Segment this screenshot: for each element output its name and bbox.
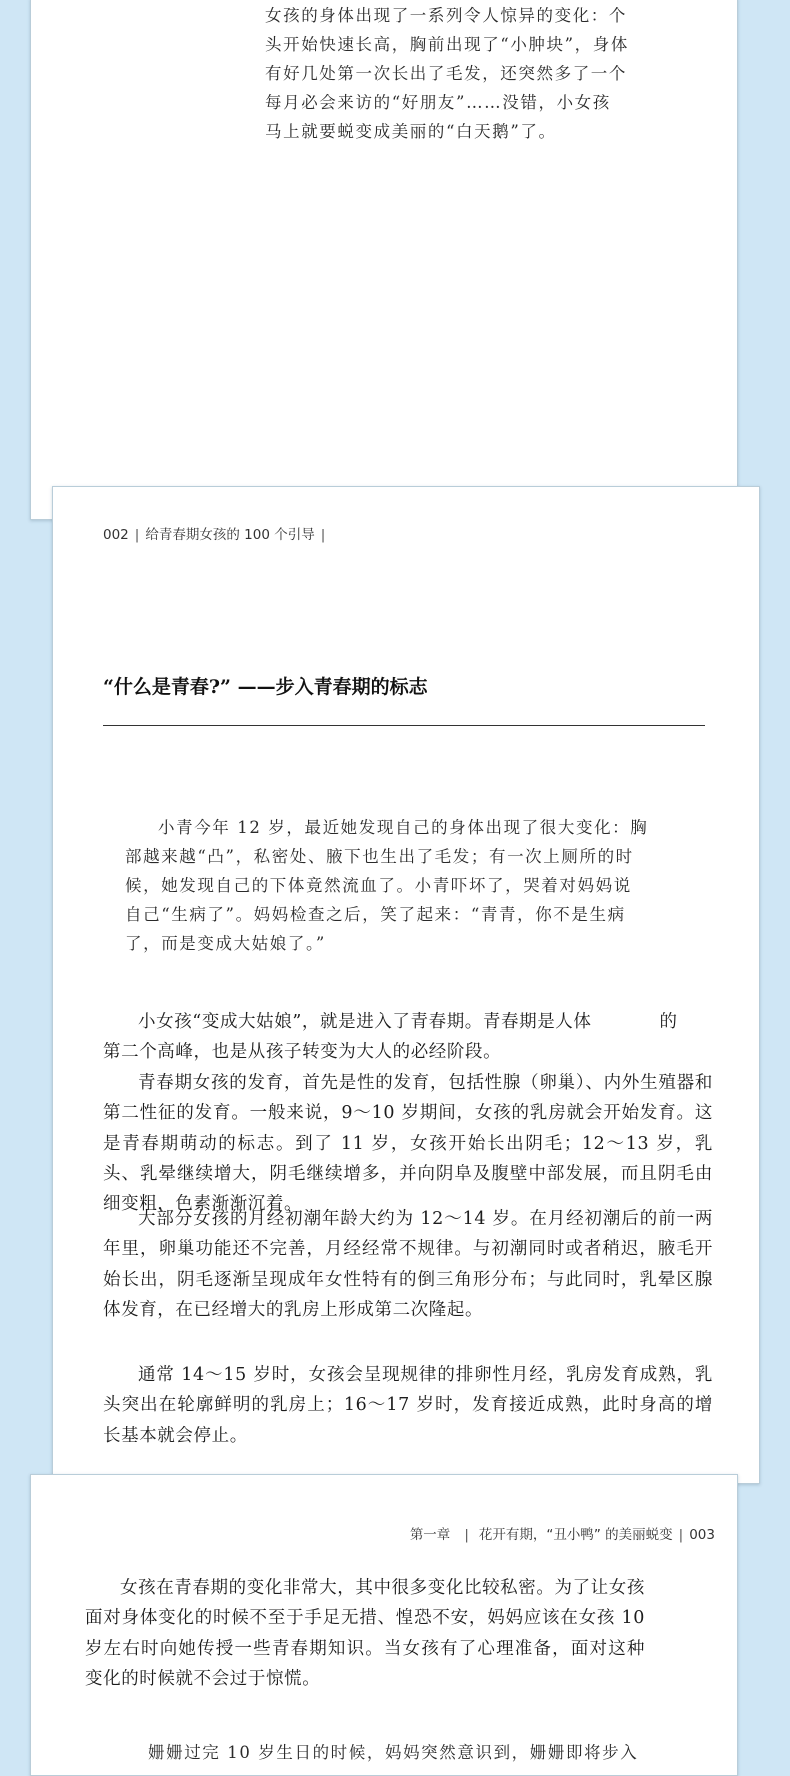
story-line: 女孩的身体出现了一系列令人惊异的变化：个 [265,6,627,25]
page-number: 002 [103,527,129,543]
story-line: 小青今年 12 岁，最近她发现自己的身体出现了很大变化：胸 [158,818,649,837]
chapter-title: 花开有期，“丑小鸭” 的美丽蜕变 [478,1527,673,1543]
story-excerpt [125,813,685,958]
heading-rule [103,725,705,726]
body-paragraph: 女孩在青春期的变化非常大，其中很多变化比较私密。为了让女孩面对身体变化的时候不至于手足无措、惶恐不安，妈妈应该在女孩 10 岁左右时向她传授一些青春期知识。当女孩有了心理准备，面对这种变化的时候就不会过于惊慌。 [85,1578,645,1689]
running-header: 第一章 | 花开有期，“丑小鸭” 的美丽蜕变 | 003 [409,1527,715,1543]
running-header: 002 | 给青春期女孩的 100 个引导 | [103,527,326,543]
book-page-003 [30,1474,738,1776]
book-page-top [30,0,738,520]
story-line: 每月必会来访的“好朋友”……没错，小女孩 [265,93,611,112]
paragraph-text: 的 [659,1012,678,1032]
story-excerpt [265,1,705,146]
story-line: 自己“生病了”。妈妈检查之后，笑了起来：“青青，你不是生病 [125,905,626,924]
story-line: 头开始快速长高，胸前出现了“小肿块”，身体 [265,35,629,54]
chapter-label: 第一章 [409,1527,451,1543]
page-number: 003 [689,1527,715,1543]
story-line: 有好几处第一次长出了毛发，还突然多了一个 [265,64,627,83]
story-line: 马上就要蜕变成美丽的“白天鹅”了。 [265,122,557,141]
paragraph-text: 第二个高峰，也是从孩子转变为大人的必经阶段。 [103,1042,502,1063]
body-paragraph: 大部分女孩的月经初潮年龄大约为 12～14 岁。在月经初潮后的前一两年里，卵巢功能还不完善，月经经常不规律。与初潮同时或者稍迟，腋毛开始长出，阴毛逐渐呈现成年女性特有的倒三角形分布；与此同时，乳晕区腺体发育，在已经增大的乳房上形成第二次隆起。 [103,1209,713,1320]
story-line: 姗姗过完 10 岁生日的时候，妈妈突然意识到，姗姗即将步入 [148,1743,639,1762]
book-page-002 [52,486,760,1484]
body-paragraph: 通常 14～15 岁时，女孩会呈现规律的排卵性月经，乳房发育成熟，乳头突出在轮廓鲜明的乳房上；16～17 岁时，发育接近成熟，此时身高的增长基本就会停止。 [103,1365,713,1446]
story-line: 候，她发现自己的下体竟然流血了。小青吓坏了，哭着对妈妈说 [125,876,632,895]
story-line: 了，而是变成大姑娘了。” [125,934,326,953]
story-line: 部越来越“凸”，私密处、腋下也生出了毛发；有一次上厕所的时 [125,847,634,866]
book-title: 给青春期女孩的 100 个引导 [145,527,315,543]
body-paragraph: 青春期女孩的发育，首先是性的发育，包括性腺（卵巢）、内外生殖器和第二性征的发育。一般来说，9～10 岁期间，女孩的乳房就会开始发育。这是青春期萌动的标志。到了 11 岁，女孩开始长出阴毛；12～13 岁，乳头、乳晕继续增大，阴毛继续增多，并向阴阜及腹壁中部发展，而且阴毛由细变粗，色素渐渐沉着。 [103,1073,713,1215]
paragraph-text: 小女孩“变成大姑娘”，就是进入了青春期。青春期是人体 [138,1012,592,1032]
section-heading: “什么是青春?” ——步入青春期的标志 [103,676,428,698]
body-paragraph [103,1007,713,1068]
